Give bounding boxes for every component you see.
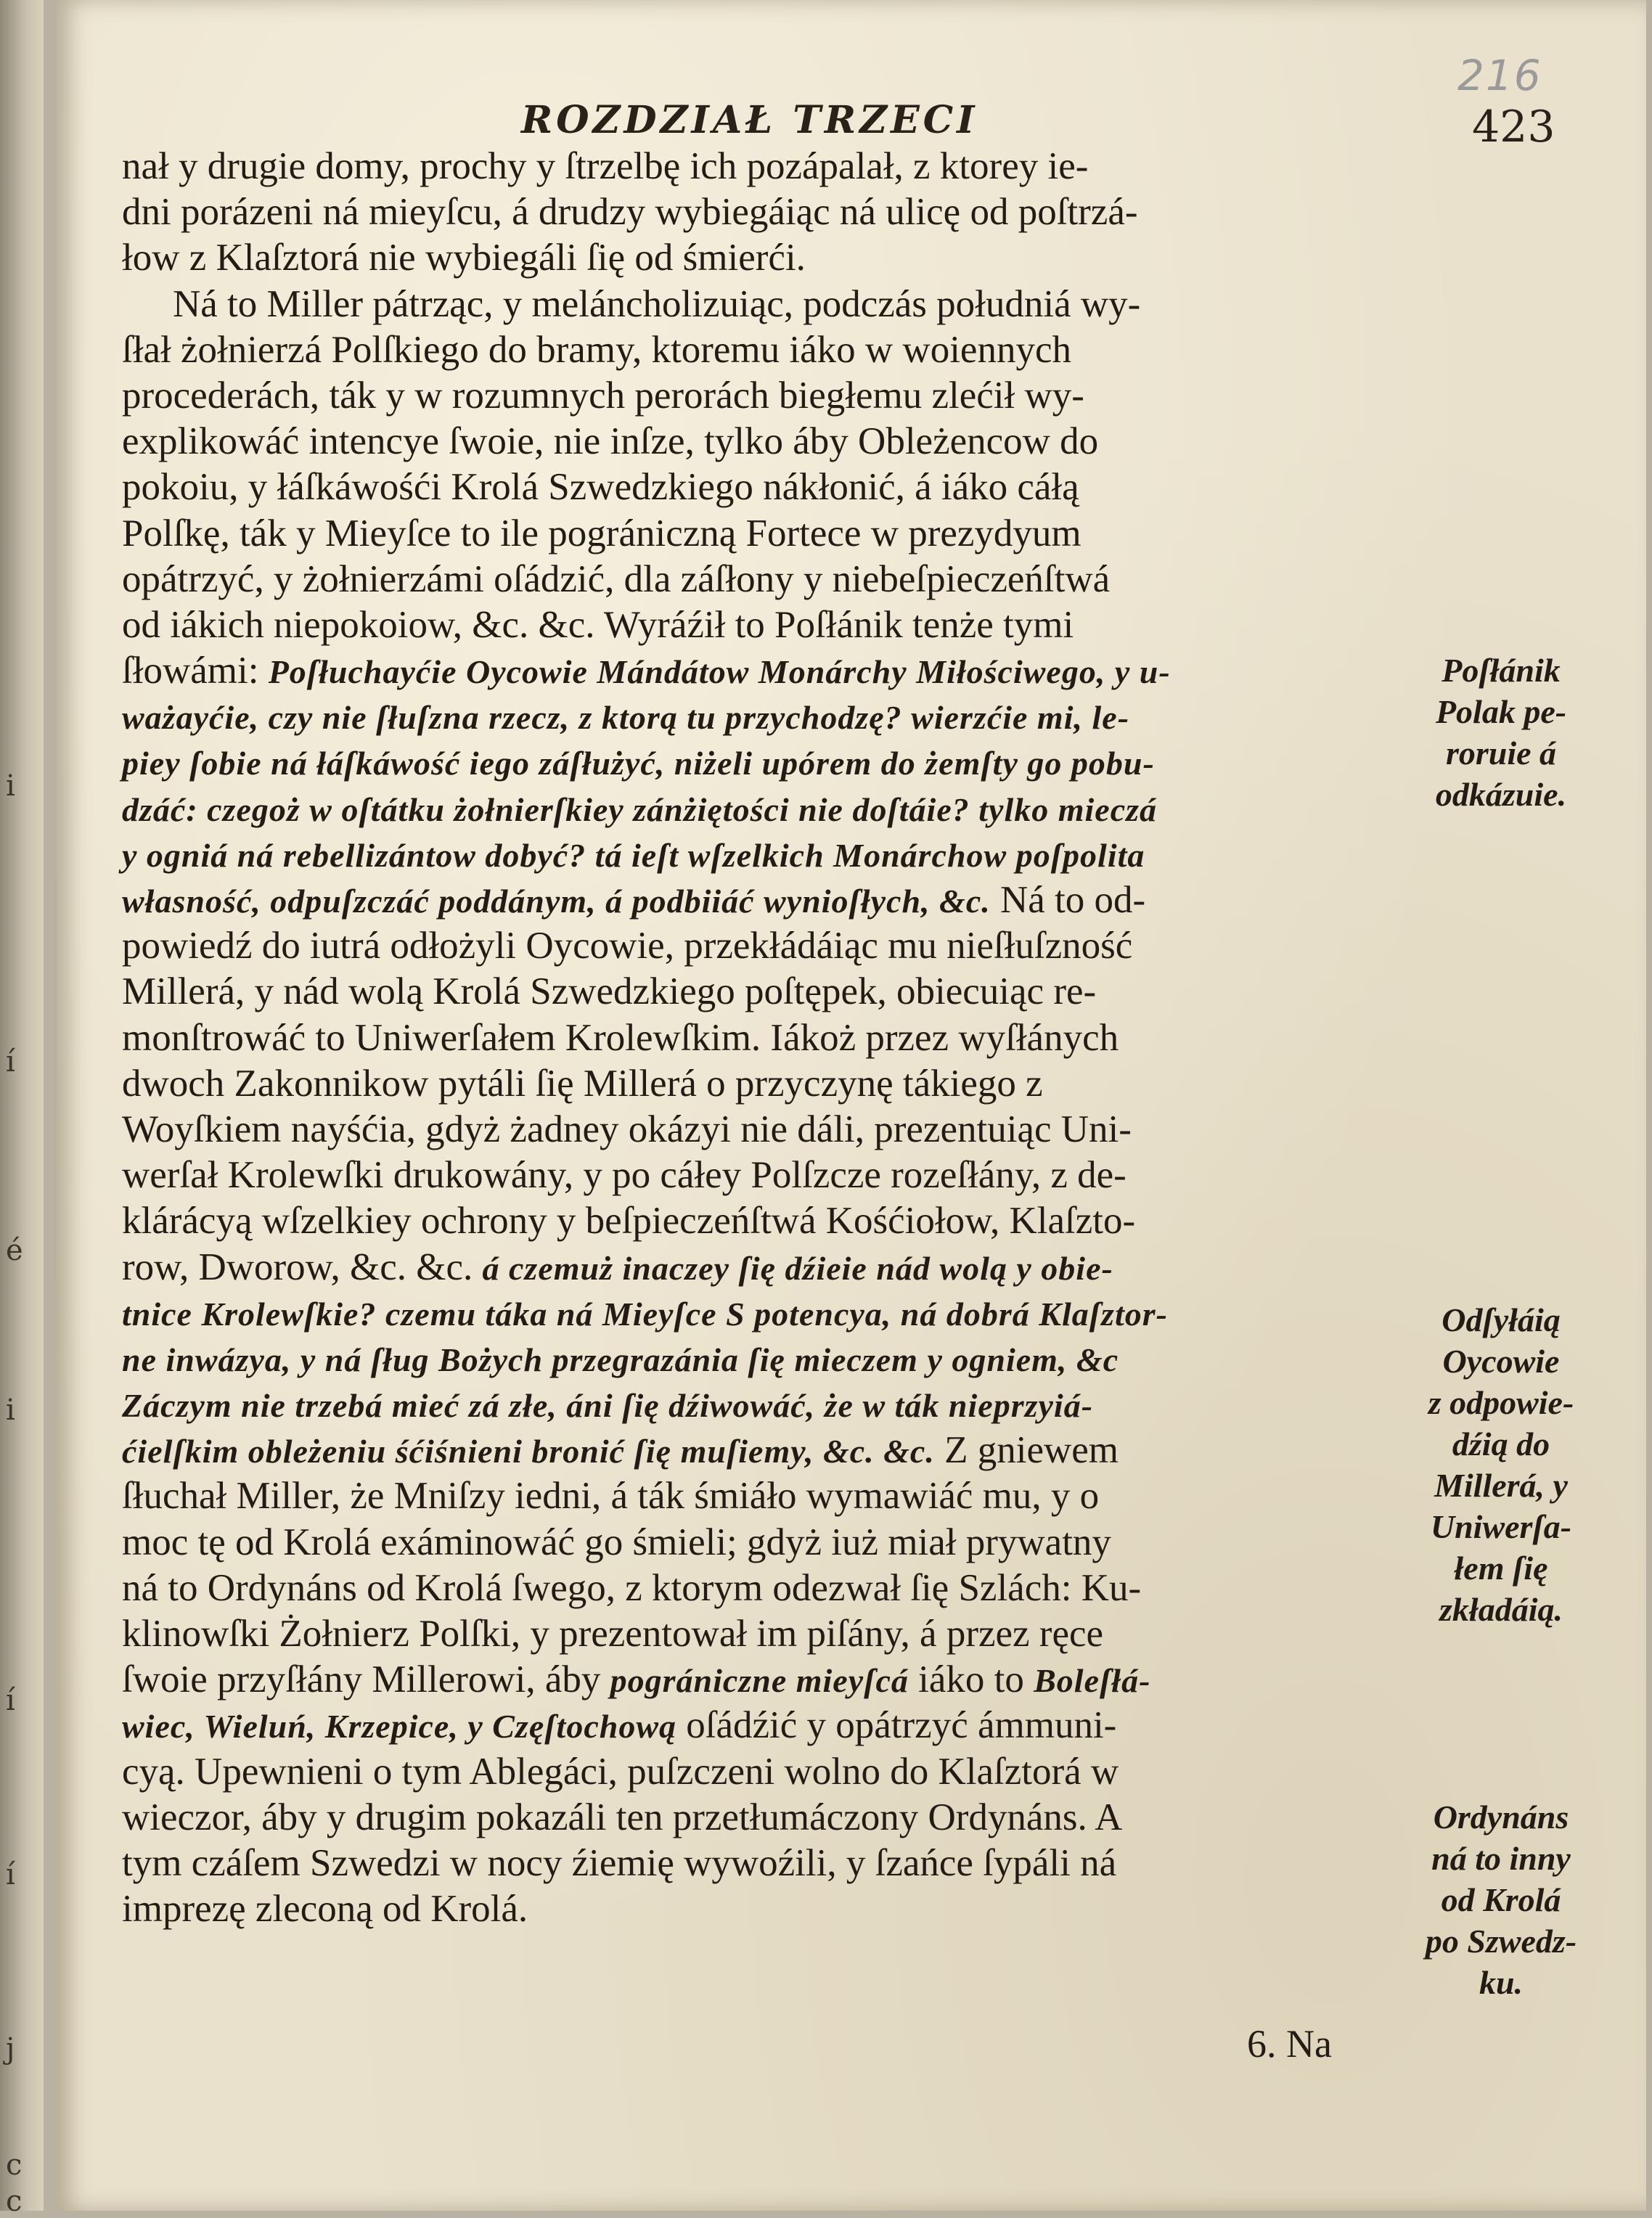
text-line <box>122 832 1414 877</box>
text-line <box>122 1061 1414 1107</box>
text-line <box>122 1153 1414 1198</box>
margin-note-line: Odſyłáią <box>1442 1301 1561 1338</box>
roman-text: imprezę zleconą od Krolá. <box>122 1888 528 1931</box>
roman-text: tym czáſem Szwedzi w nocy źiemię wywoźili, y ſzańce ſypáli ná <box>122 1841 1117 1884</box>
text-line <box>122 511 1414 557</box>
italic-text: własność, odpuſzczáć poddánym, á podbiiáć wynioſłych, &c. <box>122 883 991 920</box>
text-line <box>122 235 1414 281</box>
italic-text: Záczym nie trzebá mieć zá złe, áni ſię dźiwowáć, że w ták nieprzyiá- <box>122 1387 1094 1425</box>
margin-note-line: roruie á <box>1445 734 1557 772</box>
roman-text: pokoiu, y łáſkáwośći Krolá Szwedzkiego nákłonić, á iáko cáłą <box>122 466 1079 509</box>
text-line <box>122 1657 1414 1703</box>
book-page <box>57 0 1646 2211</box>
roman-text: ſwoie przyſłány Millerowi, áby <box>122 1658 610 1701</box>
italic-text: piey ſobie ná łáſkáwość iego záſłużyć, niżeli upórem do żemſty go pobu- <box>122 745 1155 782</box>
text-line <box>122 602 1414 648</box>
margin-note-line: zkładáią. <box>1439 1591 1563 1628</box>
margin-note-line: Poſłánik <box>1442 652 1561 689</box>
roman-text: oſádźić y opátrzyć ámmuni- <box>676 1704 1117 1747</box>
roman-text: werſał Krolewſki drukowány, y po cáłey Polſzcze rozeſłány, z de- <box>122 1154 1126 1197</box>
prev-page-fragment: í <box>6 1684 15 1717</box>
page-number: 423 <box>1472 102 1555 152</box>
text-line <box>122 969 1414 1015</box>
text-line <box>122 1841 1414 1886</box>
margin-note-line: łem ſię <box>1454 1550 1548 1587</box>
text-line <box>122 1428 1414 1473</box>
prev-page-fragment: í <box>6 1045 15 1079</box>
roman-text: iáko to <box>908 1658 1034 1701</box>
roman-text: ſłuchał Miller, że Mniſzy iedni, á ták śmiáło wymawiáć mu, y o <box>122 1475 1100 1518</box>
roman-text: Ná to Miller pátrząc, y meláncholizuiąc, podczás południá wy- <box>173 282 1141 325</box>
roman-text: cyą. Upewnieni o tym Ablegáci, puſzczeni wolno do Klaſztorá w <box>122 1750 1119 1793</box>
previous-page-edge <box>0 0 65 2218</box>
roman-text: monſtrowáć to Uniwerſałem Krolewſkim. Iákoż przez wyſłánych <box>122 1016 1119 1059</box>
text-line <box>122 557 1414 602</box>
text-line <box>122 1566 1414 1611</box>
text-line <box>122 1290 1414 1336</box>
roman-text: klinowſki Żołnierz Polſki, y prezentował im piſány, á przez ręce <box>122 1613 1104 1655</box>
text-line <box>122 189 1414 235</box>
italic-text: dzáć: czegoż w oſtátku żołnierſkiey zánżiętości nie doſtáie? tylko mieczá <box>122 790 1158 828</box>
prev-page-fragment: i <box>6 1394 15 1427</box>
prev-page-fragment: c <box>6 2148 23 2182</box>
roman-text: Ná to od- <box>990 879 1146 921</box>
roman-text: dwoch Zakonnikow pytáli ſię Millerá o przyczynę tákiego z <box>122 1062 1043 1105</box>
text-line <box>122 923 1414 969</box>
text-line <box>122 1198 1414 1244</box>
roman-text: ná to Ordynáns od Krolá ſwego, z ktorym odezwał ſię Szlách: Ku- <box>122 1566 1142 1609</box>
prev-page-fragment: c <box>6 2185 23 2218</box>
italic-text: tnice Krolewſkie? czemu táka ná Mieyſce S potencya, ná dobrá Klaſztor- <box>122 1295 1168 1333</box>
margin-note-1 <box>1407 650 1595 815</box>
pencil-folio-number: 216 <box>1457 51 1542 100</box>
roman-text: moc tę od Krolá exáminowáć go śmieli; gdyż iuż miał prywatny <box>122 1521 1111 1563</box>
catchword: 6. Na <box>1247 2022 1332 2066</box>
text-line <box>122 648 1414 694</box>
roman-text: Z gniewem <box>934 1429 1119 1472</box>
text-line <box>122 1015 1414 1061</box>
margin-note-3 <box>1407 1796 1595 2003</box>
text-line <box>122 1107 1414 1153</box>
italic-text: pográniczne mieyſcá <box>610 1662 909 1700</box>
roman-text: od iákich niepokoiow, &c. &c. Wyráźił to Poſłánik tenże tymi <box>122 603 1074 646</box>
margin-note-line: od Krolá <box>1441 1881 1561 1918</box>
italic-text: ważayćie, czy nie ſłuſzna rzecz, z ktorą tu przychodzę? wierzćie mi, le- <box>122 699 1130 737</box>
prev-page-fragment: í <box>6 1858 15 1891</box>
margin-note-line: Oycowie <box>1442 1343 1560 1380</box>
roman-text: powiedź do iutrá odłożyli Oycowie, przekłádáiąc mu nieſłuſzność <box>122 925 1133 967</box>
prev-page-fragment: i <box>6 769 15 803</box>
italic-text: ne inwázya, y ná ſług Bożych przegrazánia ſię mieczem y ogniem, &c <box>122 1341 1119 1378</box>
margin-note-line: po Szwedz- <box>1425 1923 1577 1960</box>
text-line <box>122 1795 1414 1841</box>
roman-text: Woyſkiem nayśćia, gdyż żadney okázyi nie dáli, prezentuiąc Uni- <box>122 1108 1132 1150</box>
text-line <box>122 1336 1414 1382</box>
italic-text: á czemuż inaczey ſię dźieie nád wolą y obie- <box>482 1249 1113 1287</box>
text-line <box>122 786 1414 832</box>
italic-text: Poſłuchayćie Oycowie Mándátow Monárchy Miłościwego, y u- <box>268 653 1171 691</box>
roman-text: Millerá, y nád wolą Krolá Szwedzkiego poſtępek, obiecuiąc re- <box>122 970 1097 1013</box>
italic-text: y ogniá ná rebellizántow dobyć? tá ieſt wſzelkich Monárchow poſpolita <box>122 836 1145 874</box>
roman-text: łow z Klaſztorá nie wybiegáli ſię od śmierći. <box>122 237 806 279</box>
margin-note-line: ná to inny <box>1431 1840 1571 1877</box>
text-line <box>122 144 1414 189</box>
roman-text: procederách, ták y w rozumnych perorách biegłemu zlećił wy- <box>122 374 1084 417</box>
text-line <box>122 740 1414 785</box>
prev-page-fragment: é <box>6 1234 23 1267</box>
roman-text: opátrzyć, y żołnierzámi oſádzić, dla záſłony y niebeſpieczeńſtwá <box>122 557 1111 600</box>
italic-text: ćielſkim obleżeniu śćiśnieni bronić ſię muſiemy, &c. &c. <box>122 1433 935 1470</box>
margin-note-line: z odpowie- <box>1428 1384 1574 1421</box>
text-line <box>122 419 1414 465</box>
text-line <box>122 1749 1414 1795</box>
roman-text: ſłał żołnierzá Polſkiego do bramy, ktoremu iáko w woiennych <box>122 328 1071 371</box>
text-line <box>122 465 1414 510</box>
running-head: ROZDZIAŁ TRZECI <box>521 98 978 142</box>
text-line <box>122 1611 1414 1657</box>
text-line <box>122 1886 1414 1932</box>
text-line <box>122 1520 1414 1566</box>
roman-text: nał y drugie domy, prochy y ſtrzelbę ich pozápalał, z ktorey ie- <box>122 145 1089 187</box>
margin-note-line: dźią do <box>1452 1425 1550 1462</box>
italic-text: wiec, Wieluń, Krzepice, y Częſtochową <box>122 1708 677 1746</box>
margin-note-line: ku. <box>1479 1964 1524 2001</box>
margin-note-line: Millerá, y <box>1434 1467 1568 1504</box>
margin-note-line: Uniwerſa- <box>1430 1508 1572 1545</box>
margin-note-line: Polak pe- <box>1435 693 1567 730</box>
text-line <box>122 1382 1414 1428</box>
roman-text: Polſkę, ták y Mieyſce to ile pográniczną Fortece w prezydyum <box>122 512 1081 554</box>
text-line <box>122 1473 1414 1519</box>
text-line <box>122 694 1414 740</box>
roman-text: explikowáć intencye ſwoie, nie inſze, tylko áby Obleżencow do <box>122 420 1099 463</box>
body-text <box>122 144 1414 1932</box>
prev-page-fragment: j <box>6 2032 15 2066</box>
roman-text: row, Dworow, &c. &c. <box>122 1245 483 1288</box>
roman-text: klárácyą wſzelkiey ochrony y beſpieczeńſtwá Kośćiołow, Klaſzto- <box>122 1200 1136 1243</box>
roman-text: wieczor, áby y drugim pokazáli ten przetłumáczony Ordynáns. A <box>122 1796 1123 1838</box>
margin-note-line: odkázuie. <box>1435 776 1567 813</box>
text-line <box>122 282 1414 327</box>
roman-text: dni porázeni ná mieyſcu, á drudzy wybiegáiąc ná ulicę od poſtrzá- <box>122 191 1138 234</box>
italic-text: Boleſłá- <box>1034 1662 1151 1700</box>
margin-note-2 <box>1407 1299 1595 1630</box>
margin-note-line: Ordynáns <box>1433 1798 1569 1836</box>
text-line <box>122 877 1414 923</box>
text-line <box>122 327 1414 373</box>
text-line <box>122 1245 1414 1290</box>
text-line <box>122 1703 1414 1748</box>
roman-text: ſłowámi: <box>122 650 269 692</box>
text-line <box>122 373 1414 419</box>
